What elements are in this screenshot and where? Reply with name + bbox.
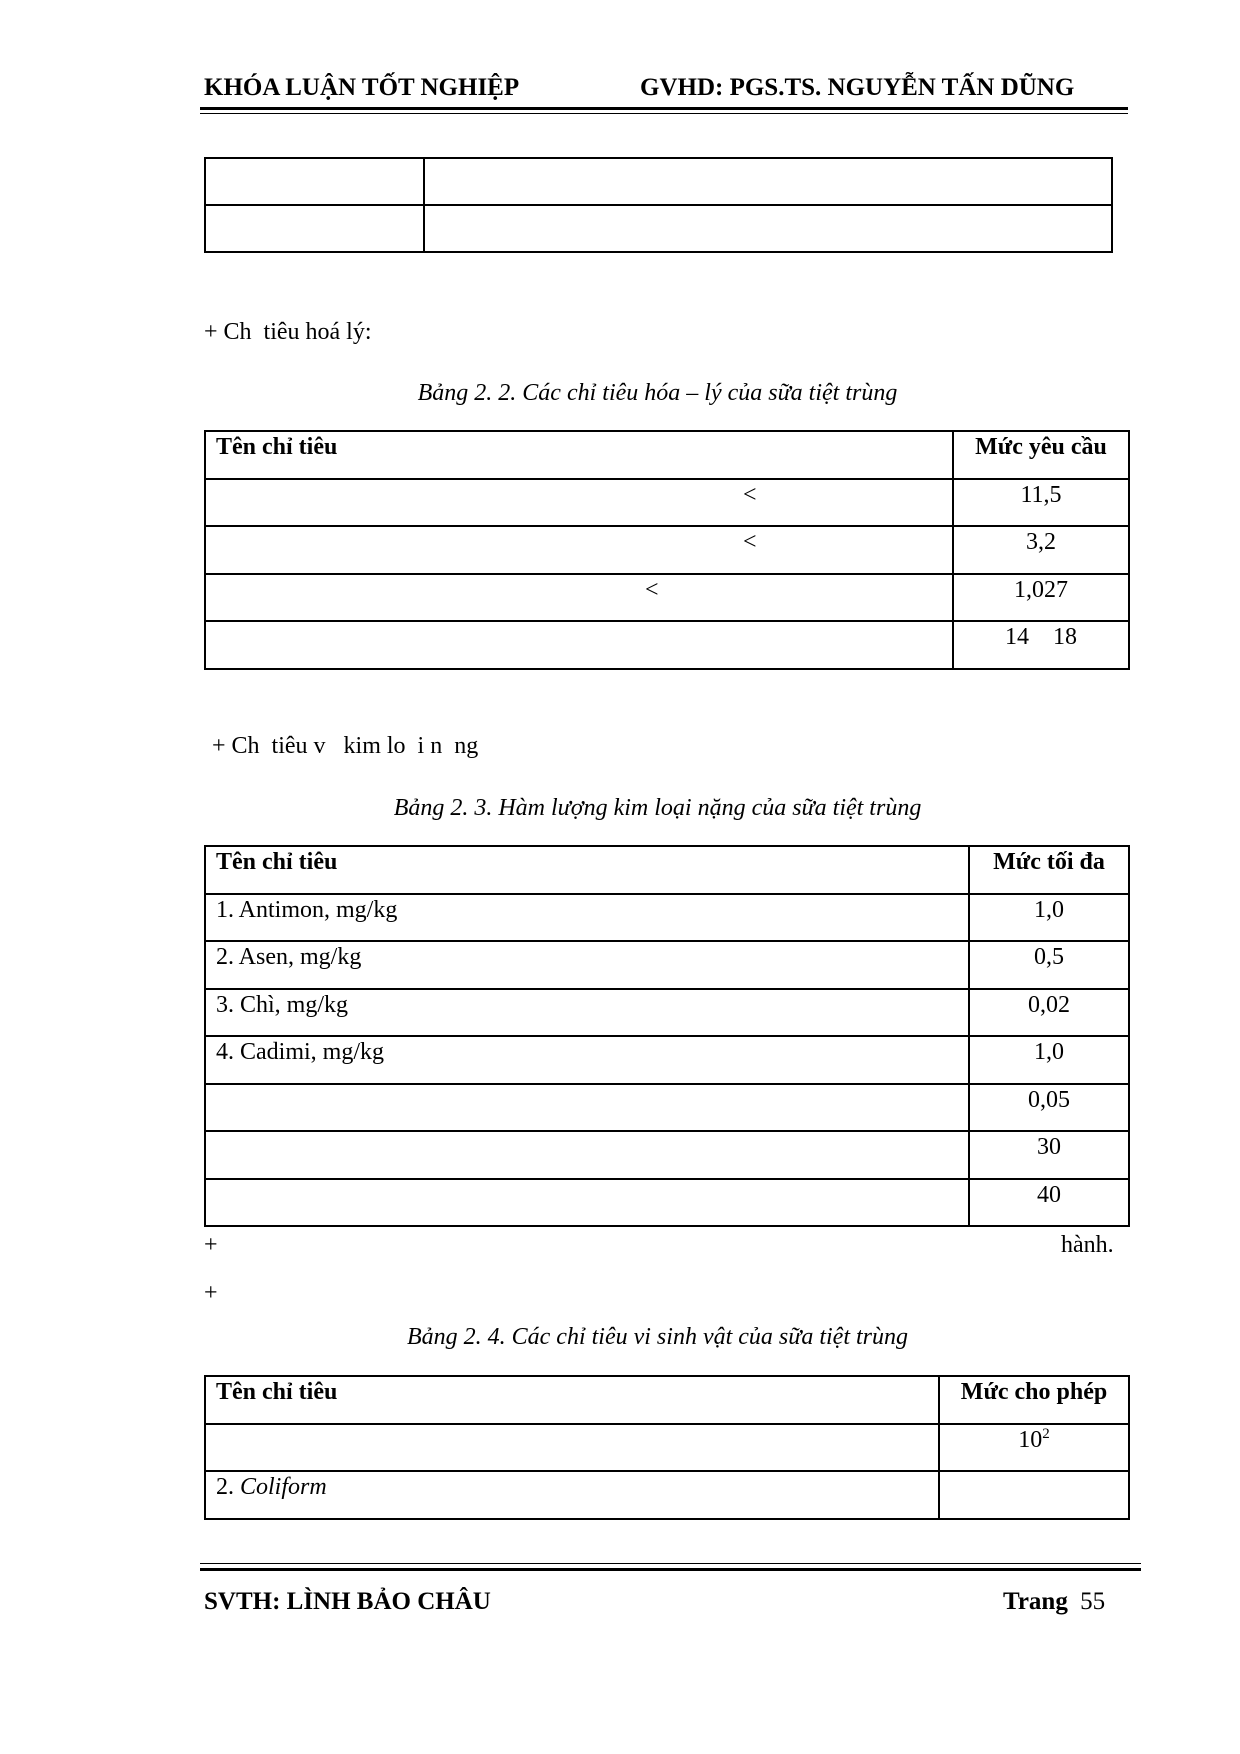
header-rule-thick: [200, 107, 1128, 110]
table-top-empty: [204, 157, 1113, 253]
table-cell-value: 3,2: [953, 526, 1129, 574]
table-header-row: [205, 431, 1129, 479]
page-label: Trang: [1003, 1588, 1068, 1615]
header-right: GVHD: PGS.TS. NGUYỄN TẤN DŨNG: [640, 74, 1075, 101]
table-cell-value: 14 18: [953, 621, 1129, 669]
table-cell-name: [205, 1471, 939, 1519]
table-cell-value: 1,0: [969, 894, 1129, 941]
table-cell: [424, 205, 1112, 252]
plus-line-1-right: hành.: [1061, 1232, 1114, 1258]
table-cell-name: [205, 1084, 969, 1131]
table-row: [205, 205, 1112, 252]
column-header-name: Tên chỉ tiêu: [205, 431, 953, 479]
table-header-row: [205, 846, 1129, 894]
table-cell-name: [205, 1131, 969, 1179]
table-row: [205, 479, 1129, 526]
footer-rule-thin: [200, 1563, 1141, 1564]
less-than-sign: <: [743, 529, 757, 555]
footer-rule-thick: [200, 1568, 1141, 1571]
table-visinh: [204, 1375, 1130, 1520]
table2-caption: Bảng 2. 2. Các chỉ tiêu hóa – lý của sữa tiệt trùng: [417, 380, 898, 406]
column-header-value: Mức tối đa: [969, 846, 1129, 894]
column-header-name: Tên chỉ tiêu: [205, 846, 969, 894]
table3-caption: Bảng 2. 3. Hàm lượng kim loại nặng của sữa tiệt trùng: [393, 795, 922, 821]
table-cell: [205, 205, 424, 252]
column-header-name: Tên chỉ tiêu: [205, 1376, 939, 1424]
row-number: 2.: [216, 1474, 240, 1500]
table-row: [205, 621, 1129, 669]
table-cell-value: [939, 1471, 1129, 1519]
table-cell-name: [205, 526, 953, 574]
plus-line-2: +: [204, 1280, 218, 1306]
section-hoaly-label: + Ch tiêu hoá lý:: [204, 319, 372, 345]
footer-page: [1003, 1588, 1105, 1616]
table-row: [205, 574, 1129, 621]
table-row: [205, 526, 1129, 574]
table-hoaly: [204, 430, 1130, 670]
table-cell-name: 2. Asen, mg/kg: [205, 941, 969, 989]
table-row: [205, 1424, 1129, 1471]
table-kimloai: [204, 845, 1130, 1227]
section-kimloai-label: + Ch tiêu v kim lo i n ng: [212, 733, 479, 759]
table-cell-name: 1. Antimon, mg/kg: [205, 894, 969, 941]
table-cell: [424, 158, 1112, 205]
plus-line-1-left: +: [204, 1232, 218, 1258]
table-cell-value: 30: [969, 1131, 1129, 1179]
table-cell-value: 1,0: [969, 1036, 1129, 1084]
header-left: KHÓA LUẬN TỐT NGHIỆP: [204, 74, 520, 101]
table-cell-value: [939, 1424, 1129, 1471]
coliform-label: Coliform: [240, 1474, 327, 1500]
table-row: [205, 1471, 1129, 1519]
table-header-row: [205, 1376, 1129, 1424]
footer-author: SVTH: LÌNH BẢO CHÂU: [204, 1588, 491, 1615]
value-base: 10: [1018, 1427, 1043, 1453]
table-cell-value: 0,05: [969, 1084, 1129, 1131]
table-row: [205, 894, 1129, 941]
table-cell-value: 40: [969, 1179, 1129, 1226]
table-cell-name: [205, 621, 953, 669]
page-number: 55: [1080, 1588, 1106, 1615]
column-header-value: Mức cho phép: [939, 1376, 1129, 1424]
table-cell-value: 0,5: [969, 941, 1129, 989]
table-row: [205, 158, 1112, 205]
less-than-sign: <: [645, 577, 659, 603]
table-row: [205, 989, 1129, 1036]
table-cell-value: 1,027: [953, 574, 1129, 621]
table-row: [205, 1084, 1129, 1131]
table-row: [205, 1179, 1129, 1226]
table4-caption: Bảng 2. 4. Các chỉ tiêu vi sinh vật của sữa tiệt trùng: [406, 1324, 909, 1350]
table-cell-name: [205, 1179, 969, 1226]
table-cell: [205, 158, 424, 205]
header-rule-thin: [200, 113, 1128, 114]
table-cell-name: 3. Chì, mg/kg: [205, 989, 969, 1036]
table-cell-name: 4. Cadimi, mg/kg: [205, 1036, 969, 1084]
less-than-sign: <: [743, 482, 757, 508]
table-cell-value: 11,5: [953, 479, 1129, 526]
table-cell-value: 0,02: [969, 989, 1129, 1036]
table-row: [205, 1131, 1129, 1179]
table-cell-name: [205, 574, 953, 621]
column-header-value: Mức yêu cầu: [953, 431, 1129, 479]
table-cell-name: [205, 1424, 939, 1471]
table-cell-name: [205, 479, 953, 526]
table-row: [205, 1036, 1129, 1084]
value-exponent: 2: [1042, 1426, 1050, 1442]
table-row: [205, 941, 1129, 989]
